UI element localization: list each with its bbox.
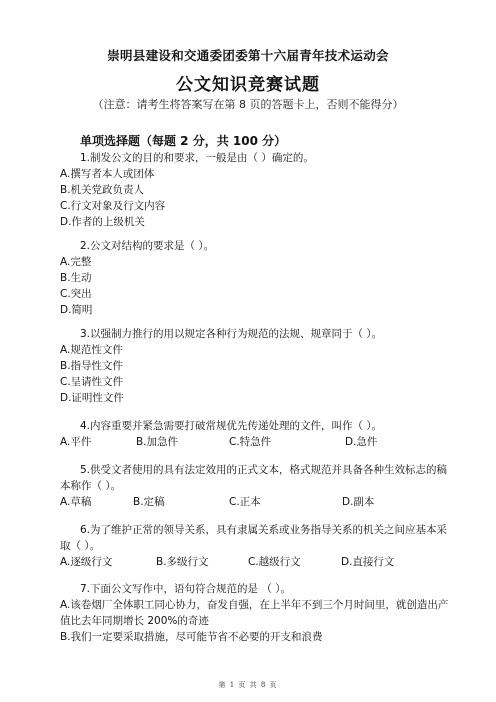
question-stem: 2.公文对结构的要求是（ ）。 (80, 240, 215, 252)
option-c: C.正本 (229, 496, 261, 508)
question-4 (60, 418, 450, 450)
organizer-heading: 崇明县建设和交通委团委第十六届青年技术运动会 (107, 48, 389, 63)
question-stem: 5.供受文者使用的具有法定效用的正式文本，格式规范并具备各种生效标志的稿本称作（ ）。 (60, 464, 448, 492)
question-stem: 1.制发公文的目的和要求，一般是由（ ）确定的。 (80, 152, 314, 164)
option-a: A.规范性文件 (60, 344, 123, 356)
option-a: A.逐级行文 (60, 556, 113, 568)
question-1 (60, 150, 450, 230)
options-row (60, 434, 450, 450)
option-d: D.作者的上级机关 (60, 216, 145, 228)
question-6 (60, 522, 450, 570)
question-5 (60, 462, 450, 510)
page-title: 公文知识竞赛试题 (176, 75, 320, 95)
option-c: C.特急件 (229, 436, 272, 448)
option-a: A.平件 (60, 436, 92, 448)
question-stem: 7.下面公文写作中，语句符合规范的是 （ ）。 (80, 583, 291, 595)
option-c: C.越级行文 (248, 556, 301, 568)
option-b: B.定稿 (133, 496, 165, 508)
question-7 (60, 581, 450, 645)
options-row (60, 554, 450, 570)
option-d: D.副本 (342, 496, 375, 508)
option-a: A.该卷烟厂全体职工同心协力，奋发自强，在上半年不到三个月时间里，就创造出产值比去年同期增长 200%的奇迹 (60, 599, 449, 627)
option-b: B.指导性文件 (60, 360, 124, 372)
option-d: D.简明 (60, 304, 93, 316)
instruction-note: （注意：请考生将答案写在第 8 页的答题卡上，否则不能得分） (92, 98, 404, 111)
question-3 (60, 326, 450, 406)
option-b: B.生动 (60, 272, 92, 284)
option-b: B.我们一定要采取措施，尽可能节省不必要的开支和浪费 (60, 631, 323, 643)
page-footer: 第 1 页 共 8 页 (218, 681, 278, 689)
question-stem: 4.内容重要并紧急需要打破常规优先传递处理的文件，叫作（ ）。 (80, 420, 383, 432)
option-d: D.证明性文件 (60, 392, 124, 404)
question-stem: 6.为了维护正常的领导关系，具有隶属关系或业务指导关系的机关之间应基本采取（ ）。 (60, 524, 448, 552)
question-stem: 3.以强制力推行的用以规定各种行为规范的法规、规章同于（ ）。 (80, 328, 383, 340)
option-d: D.急件 (345, 436, 378, 448)
option-a: A.撰写者本人或团体 (60, 168, 155, 180)
option-b: B.加急件 (136, 436, 179, 448)
section-heading: 单项选择题（每题 2 分，共 100 分） (80, 134, 287, 148)
option-c: C.行文对象及行文内容 (60, 200, 166, 212)
option-b: B.机关党政负责人 (60, 184, 145, 196)
question-2 (60, 238, 450, 318)
option-c: C.突出 (60, 288, 92, 300)
option-d: D.直接行文 (341, 556, 395, 568)
option-a: A.草稿 (60, 496, 92, 508)
option-a: A.完整 (60, 256, 92, 268)
option-c: C.呈请性文件 (60, 376, 124, 388)
options-row (60, 494, 450, 510)
option-b: B.多级行文 (156, 556, 209, 568)
